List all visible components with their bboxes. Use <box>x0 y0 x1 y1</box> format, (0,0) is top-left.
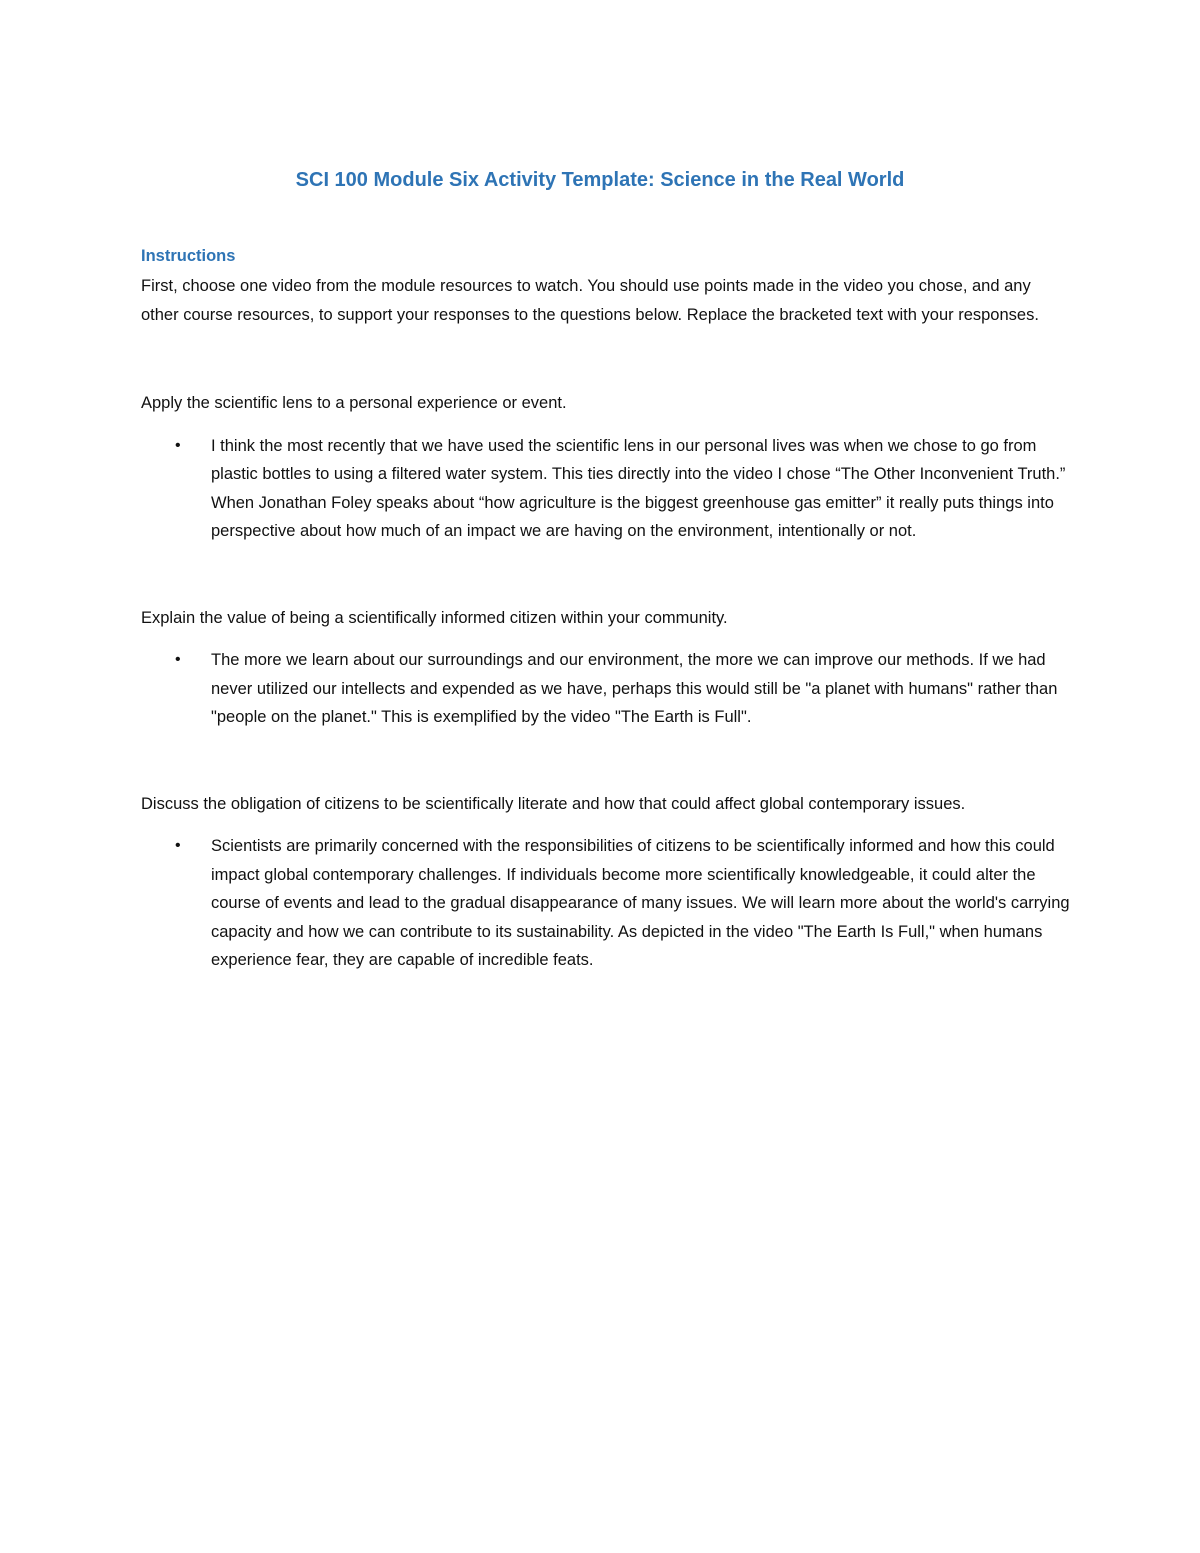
bullet-icon: • <box>175 651 181 668</box>
answer-item-3 <box>175 832 1071 975</box>
answer-list-1 <box>141 432 1071 546</box>
question-1: Apply the scientific lens to a personal experience or event. <box>141 394 567 412</box>
instructions-heading: Instructions <box>141 247 236 265</box>
bullet-icon: • <box>175 436 181 454</box>
answer-text-2: The more we learn about our surroundings and our environment, the more we can improve our methods. If we had never utilized our intellects and expended as we have, perhaps this would still be "a planet with humans" rather than "people on the planet." This is exemplified by the video "The Earth is Full". <box>211 651 1058 726</box>
answer-text-1: I think the most recently that we have used the scientific lens in our personal lives was when we chose to go from plastic bottles to using a filtered water system. This ties directly into the video I chose “The Other Inconvenient Truth.” When Jonathan Foley speaks about “how agriculture is the biggest greenhouse gas emitter” it really puts things into perspective about how much of an impact we are having on the environment, intentionally or not. <box>211 436 1066 540</box>
question-3: Discuss the obligation of citizens to be scientifically literate and how that could affect global contemporary issues. <box>141 794 966 813</box>
document-body <box>141 244 1071 975</box>
answer-item-1 <box>175 432 1071 546</box>
answer-item-2 <box>175 646 1071 732</box>
question-2: Explain the value of being a scientifically informed citizen within your community. <box>141 608 728 627</box>
answer-text-3: Scientists are primarily concerned with the responsibilities of citizens to be scientifically informed and how this could impact global contemporary challenges. If individuals become more scientifically knowledgeable, it could alter the course of events and lead to the gradual disappearance of many issues. We will learn more about the world's carrying capacity and how we can contribute to its sustainability. As depicted in the video "The Earth Is Full," when humans experience fear, they are capable of incredible feats. <box>211 837 1070 969</box>
bullet-icon: • <box>175 837 181 854</box>
document-title: SCI 100 Module Six Activity Template: Science in the Real World <box>295 169 905 191</box>
instructions-text: First, choose one video from the module resources to watch. You should use points made in the video you chose, and any other course resources, to support your responses to the questions below. Replace the bracketed text with your responses. <box>141 277 1039 324</box>
answer-list-2 <box>141 646 1071 732</box>
answer-list-3 <box>141 832 1071 975</box>
